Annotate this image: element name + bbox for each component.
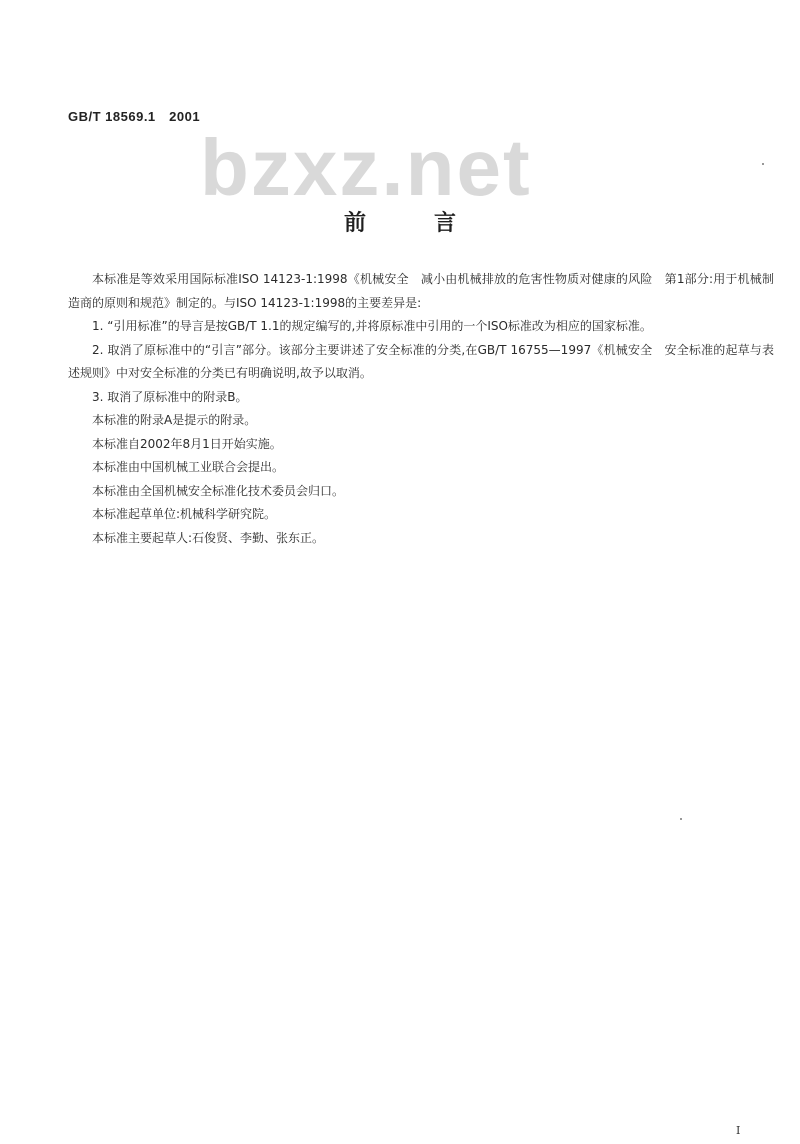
scan-speck	[680, 818, 682, 820]
paragraph-drafters: 本标准主要起草人:石俊贤、李勤、张东正。	[92, 530, 325, 545]
paragraph-drafting-unit: 本标准起草单位:机械科学研究院。	[92, 507, 277, 521]
standard-code: GB/T 18569.1 2001	[68, 109, 201, 124]
foreword-title: 前言	[343, 211, 524, 236]
page-number: I	[736, 1124, 741, 1137]
foreword-body	[68, 268, 774, 550]
paragraph-intro: 本标准是等效采用国际标准ISO 14123-1:1998《机械安全 减小由机械排放的危害性物质对健康的风险 第1部分:用于机械制造商的原则和规范》制定的。与ISO 14123-1:1998的主要差异是:	[68, 272, 774, 310]
paragraph-effective-date: 本标准自2002年8月1日开始实施。	[92, 436, 282, 451]
watermark-text: bzxz.net	[200, 123, 532, 212]
paragraph-annex: 本标准的附录A是提示的附录。	[92, 413, 257, 427]
paragraph-diff-1: 1. “引用标准”的导言是按GB/T 1.1的规定编写的,并将原标准中引用的一个ISO标准改为相应的国家标准。	[92, 319, 652, 333]
paragraph-committee: 本标准由全国机械安全标准化技术委员会归口。	[92, 483, 345, 498]
paragraph-diff-3: 3. 取消了原标准中的附录B。	[92, 389, 248, 404]
paragraph-diff-2: 2. 取消了原标准中的“引言”部分。该部分主要讲述了安全标准的分类,在GB/T 16755—1997《机械安全 安全标准的起草与表述规则》中对安全标准的分类已有明确说明,故予以取消。	[68, 342, 774, 380]
paragraph-proposer: 本标准由中国机械工业联合会提出。	[92, 460, 285, 474]
scan-speck	[762, 163, 764, 165]
